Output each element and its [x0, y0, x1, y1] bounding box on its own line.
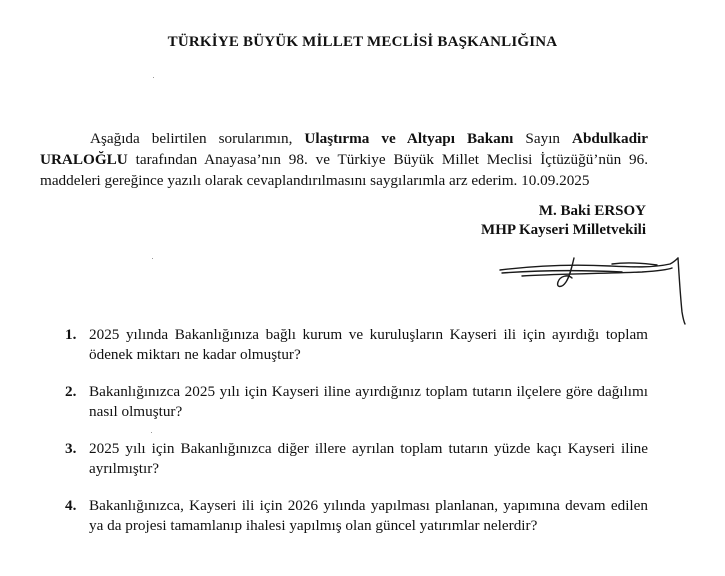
minister-name: Abdulkadir URALOĞLU	[40, 130, 648, 168]
list-item	[65, 439, 648, 479]
intro-paragraph	[40, 128, 648, 191]
signer-role: MHP Kayseri Milletvekili	[481, 222, 646, 238]
handwritten-signature	[492, 252, 692, 330]
question-number: 3.	[65, 440, 77, 457]
question-text: Bakanlığınızca, Kayseri ili için 2026 yılında yapılması planlanan, yapımına devam edilen ya da projesi tamamlanıp ihalesi yapılmış olan güncel yatırımlar nelerdir?	[89, 497, 648, 534]
question-text: Bakanlığınızca 2025 yılı için Kayseri iline ayırdığınız toplam tutarın ilçelere göre dağılımı nasıl olmuştur?	[89, 383, 648, 420]
signer-block	[481, 202, 646, 240]
signer-name: M. Baki ERSOY	[538, 203, 646, 219]
scan-speck	[151, 432, 152, 433]
question-number: 1.	[65, 326, 77, 343]
scan-speck	[152, 258, 153, 259]
question-text: 2025 yılı için Bakanlığınızca diğer illere ayrılan toplam tutarın yüzde kaçı Kayseri iline ayrılmıştır?	[89, 440, 648, 477]
intro-text-3: tarafından Anayasa’nın 98. ve Türkiye Büyük Millet Meclisi İçtüzüğü’nün 96. maddeleri gereğince yazılı olarak cevaplandırılmasını saygılarımla arz ederim. 10.09.2025	[40, 151, 648, 189]
list-item	[65, 382, 648, 422]
question-text: 2025 yılında Bakanlığınıza bağlı kurum ve kuruluşların Kayseri ili için ayırdığı toplam ödenek miktarı ne kadar olmuştur?	[89, 326, 648, 363]
question-list	[65, 325, 648, 553]
list-item	[65, 496, 648, 536]
intro-text-2: Sayın	[513, 130, 573, 147]
intro-text-1: Aşağıda belirtilen sorularımın,	[90, 130, 305, 147]
document-title: TÜRKİYE BÜYÜK MİLLET MECLİSİ BAŞKANLIĞINA	[167, 34, 558, 50]
question-number: 4.	[65, 497, 77, 514]
minister-title: Ulaştırma ve Altyapı Bakanı	[304, 130, 514, 147]
list-item	[65, 325, 648, 365]
question-number: 2.	[65, 383, 77, 400]
scan-speck	[153, 77, 154, 78]
